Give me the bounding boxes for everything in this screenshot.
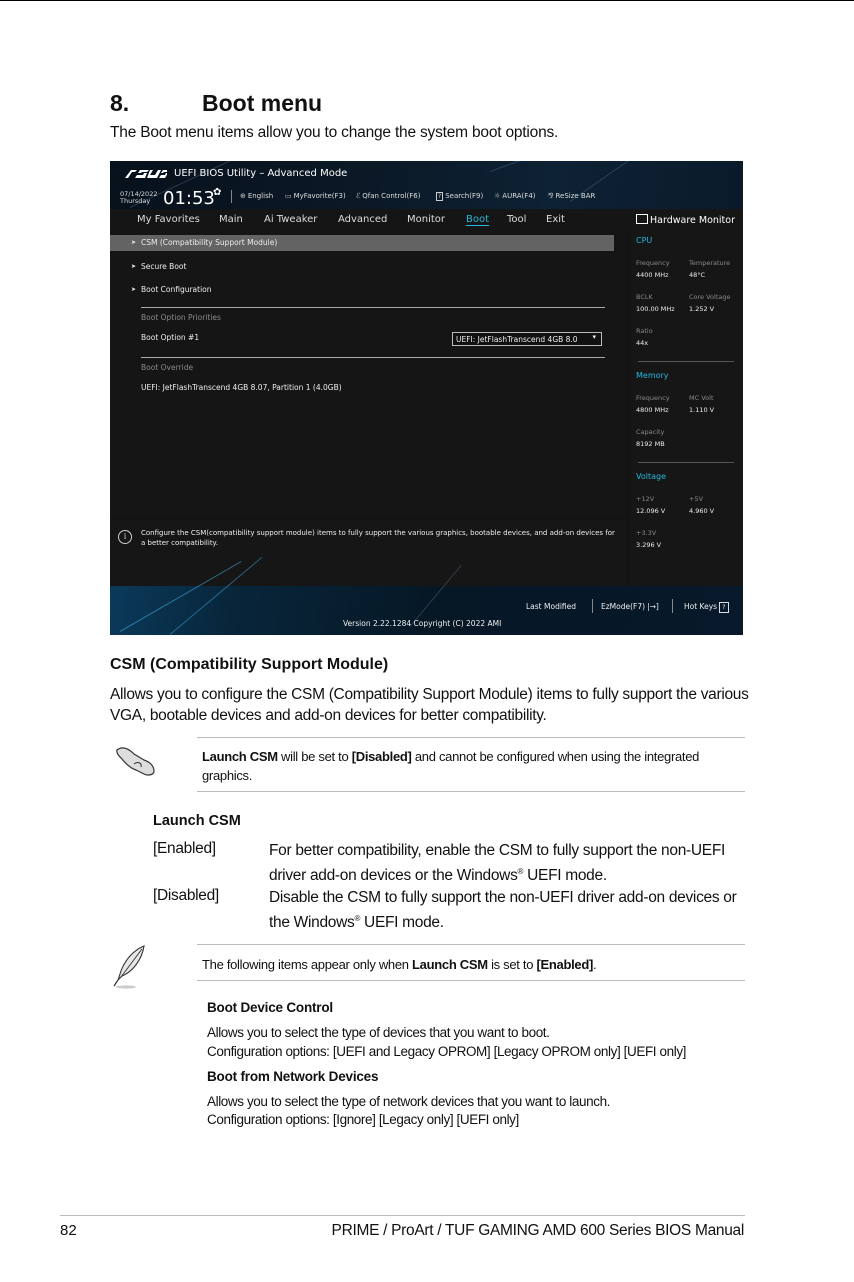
bios-clock: 01:53 xyxy=(163,188,215,209)
divider xyxy=(231,190,232,203)
help-text: Configure the CSM(compatibility support module) items to fully support the various graphics, bootable devices, and add-on devices for a better compatibility. xyxy=(141,529,615,547)
note-rule xyxy=(197,944,745,945)
option-description xyxy=(269,887,745,933)
bios-header xyxy=(110,161,743,209)
registered-mark: ® xyxy=(517,867,524,876)
last-modified-button[interactable]: Last Modified xyxy=(526,602,577,611)
question-icon: ? xyxy=(719,602,728,613)
bios-nav xyxy=(110,209,630,231)
toolbar-label: Search(F9) xyxy=(445,192,484,200)
hw-label: MC Volt xyxy=(689,394,714,402)
boot-override-label: Boot Override xyxy=(141,363,194,372)
hw-label: Ratio xyxy=(636,327,653,335)
footer-rule xyxy=(60,1215,745,1216)
note-enabled-only xyxy=(202,955,742,974)
resize-bar-icon: ⅋ xyxy=(548,192,554,200)
hw-label: Frequency xyxy=(636,259,670,267)
hw-label: Frequency xyxy=(636,394,670,402)
desc-text: UEFI mode. xyxy=(523,867,607,885)
hw-value: 12.096 V xyxy=(636,507,666,515)
info-icon: i xyxy=(118,530,132,544)
divider xyxy=(141,307,605,308)
toolbar-myfavorite[interactable] xyxy=(285,192,346,200)
boot-network-desc: Allows you to select the type of network devices that you want to launch. xyxy=(207,1094,611,1109)
option-key: [Disabled] xyxy=(153,887,219,904)
hot-keys-button[interactable] xyxy=(684,602,729,613)
csm-description: Allows you to configure the CSM (Compatibility Support Module) items to fully support the various VGA, bootable devices and add-on devices for better compatibility. xyxy=(110,686,749,724)
hot-keys-label: Hot Keys xyxy=(684,602,718,611)
top-rule xyxy=(0,0,854,1)
bios-help-panel xyxy=(110,520,627,586)
hw-label: BCLK xyxy=(636,293,653,301)
menu-item-secure-boot[interactable] xyxy=(110,259,614,275)
hw-memory-heading: Memory xyxy=(636,371,669,380)
toolbar-label: Qfan Control(F6) xyxy=(362,192,421,200)
hardware-monitor-panel xyxy=(630,209,743,586)
tab-boot[interactable]: Boot xyxy=(466,214,490,225)
ezmode-button[interactable] xyxy=(601,602,659,611)
note-rule xyxy=(197,737,745,738)
boot-device-control-heading: Boot Device Control xyxy=(207,1000,333,1015)
gear-icon[interactable]: ✿ xyxy=(213,187,222,198)
desc-text: Disable the CSM to fully support the non-UEFI driver add-on devices or the Windows xyxy=(269,889,737,932)
note-bold: Launch CSM xyxy=(412,957,488,972)
toolbar-label: ReSize BAR xyxy=(555,192,596,200)
tab-ai-tweaker[interactable]: Ai Tweaker xyxy=(264,214,318,225)
boot-network-options: Configuration options: [Ignore] [Legacy only] [UEFI only] xyxy=(207,1112,519,1127)
toolbar-qfan[interactable] xyxy=(356,192,420,200)
hand-pointer-icon xyxy=(114,744,160,783)
note-text: and cannot be configured when using the integrated graphics. xyxy=(202,749,700,783)
boot-network-heading: Boot from Network Devices xyxy=(207,1069,379,1084)
bios-title: UEFI BIOS Utility – Advanced Mode xyxy=(174,168,348,179)
divider xyxy=(592,599,593,613)
boot-device-control-options: Configuration options: [UEFI and Legacy OPROM] [Legacy OPROM only] [UEFI only] xyxy=(207,1044,687,1059)
tab-exit[interactable]: Exit xyxy=(546,214,565,225)
toolbar-search[interactable] xyxy=(436,192,483,201)
toolbar-label: English xyxy=(247,192,274,200)
tab-tool[interactable]: Tool xyxy=(507,214,527,225)
monitor-icon xyxy=(636,214,648,224)
toolbar-english[interactable] xyxy=(240,192,273,200)
note-text: will be set to xyxy=(277,749,352,764)
section-intro: The Boot menu items allow you to change the system boot options. xyxy=(110,124,559,141)
toolbar-label: AURA(F4) xyxy=(502,192,536,200)
exit-arrow-icon: |→] xyxy=(647,602,659,611)
tab-my-favorites[interactable]: My Favorites xyxy=(137,214,200,225)
bios-main-panel xyxy=(110,231,627,517)
hw-value: 44x xyxy=(636,339,649,347)
note-rule xyxy=(197,791,745,792)
menu-item-label: Secure Boot xyxy=(141,262,187,271)
hw-value: 4.960 V xyxy=(689,507,715,515)
quill-pen-icon xyxy=(112,944,152,995)
hw-value: 100.00 MHz xyxy=(636,305,675,313)
desc-text: UEFI mode. xyxy=(360,914,444,932)
hw-value: 1.110 V xyxy=(689,406,715,414)
toolbar-label: MyFavorite(F3) xyxy=(293,192,346,200)
option-description xyxy=(269,840,745,886)
note-text: . xyxy=(593,957,597,972)
option-key: [Enabled] xyxy=(153,840,216,857)
hw-value: 48°C xyxy=(689,271,706,279)
manual-title: PRIME / ProArt / TUF GAMING AMD 600 Series BIOS Manual xyxy=(331,1222,744,1239)
hw-value: 1.252 V xyxy=(689,305,715,313)
menu-item-csm[interactable] xyxy=(110,235,614,251)
hw-title-text: Hardware Monitor xyxy=(650,215,735,226)
note-text: is set to xyxy=(487,957,537,972)
hardware-monitor-title xyxy=(636,214,735,226)
tab-main[interactable]: Main xyxy=(219,214,243,225)
hw-label: +5V xyxy=(689,495,704,503)
aura-icon: ☼ xyxy=(494,192,501,200)
tab-monitor[interactable]: Monitor xyxy=(407,214,446,225)
hw-label: Temperature xyxy=(689,259,731,267)
menu-item-boot-configuration[interactable] xyxy=(110,282,614,298)
chevron-right-icon: ➤ xyxy=(131,286,137,293)
toolbar-resize-bar[interactable] xyxy=(548,192,595,200)
menu-item-label: Boot Configuration xyxy=(141,285,212,294)
hw-label: +3.3V xyxy=(636,529,657,537)
registered-mark: ® xyxy=(354,914,361,923)
chevron-right-icon: ➤ xyxy=(131,239,137,246)
toolbar-aura[interactable] xyxy=(494,192,536,200)
boot-option-priorities-label: Boot Option Priorities xyxy=(141,313,221,322)
hw-label: Capacity xyxy=(636,428,665,436)
bios-date xyxy=(120,191,157,205)
hw-cpu-heading: CPU xyxy=(636,236,653,245)
bios-version: Version 2.22.1284 Copyright (C) 2022 AMI xyxy=(343,619,502,628)
divider xyxy=(638,361,734,362)
fan-icon: ℰ xyxy=(356,192,361,200)
search-icon: ? xyxy=(438,193,442,200)
boot-override-item[interactable]: UEFI: JetFlashTranscend 4GB 8.07, Partition 1 (4.0GB) xyxy=(141,383,342,392)
ezmode-label: EzMode(F7) xyxy=(601,602,646,611)
note-rule xyxy=(197,980,745,981)
launch-csm-heading: Launch CSM xyxy=(153,813,241,829)
page-number: 82 xyxy=(60,1222,77,1239)
note-launch-csm-disabled xyxy=(202,747,742,785)
hw-value: 4800 MHz xyxy=(636,406,669,414)
tab-advanced[interactable]: Advanced xyxy=(338,214,388,225)
myfavorite-icon: ▭ xyxy=(285,192,292,200)
divider xyxy=(638,462,734,463)
asus-logo xyxy=(123,168,167,182)
note-bold: Launch CSM xyxy=(202,749,278,764)
bios-screenshot xyxy=(110,161,743,635)
hw-label: +12V xyxy=(636,495,655,503)
boot-option-1-dropdown[interactable] xyxy=(452,332,602,346)
menu-item-label: CSM (Compatibility Support Module) xyxy=(141,238,278,247)
caret-down-icon: ▾ xyxy=(592,333,596,341)
hw-voltage-heading: Voltage xyxy=(636,472,667,481)
hw-label: Core Voltage xyxy=(689,293,731,301)
boot-option-1-label: Boot Option #1 xyxy=(141,333,200,342)
hw-value: 8192 MB xyxy=(636,440,665,448)
note-bold: [Enabled] xyxy=(536,957,594,972)
divider xyxy=(141,357,605,358)
note-bold: [Disabled] xyxy=(351,749,412,764)
hw-value: 3.296 V xyxy=(636,541,662,549)
dropdown-value: UEFI: JetFlashTranscend 4GB 8.0 xyxy=(456,335,578,344)
boot-device-control-desc: Allows you to select the type of devices that you want to boot. xyxy=(207,1025,550,1040)
section-title: Boot menu xyxy=(202,90,323,116)
chevron-right-icon: ➤ xyxy=(131,263,137,270)
csm-heading: CSM (Compatibility Support Module) xyxy=(110,656,389,673)
globe-icon: ⊕ xyxy=(240,192,246,200)
note-text: The following items appear only when xyxy=(202,957,413,972)
day-text: Thursday xyxy=(120,197,151,205)
divider xyxy=(672,599,673,613)
bios-footer xyxy=(110,586,743,635)
section-number: 8. xyxy=(110,90,130,116)
desc-text: For better compatibility, enable the CSM to fully support the non-UEFI driver add-on devices or the Windows xyxy=(269,842,725,885)
date-text: 07/14/2022 xyxy=(120,190,158,198)
hw-value: 4400 MHz xyxy=(636,271,669,279)
